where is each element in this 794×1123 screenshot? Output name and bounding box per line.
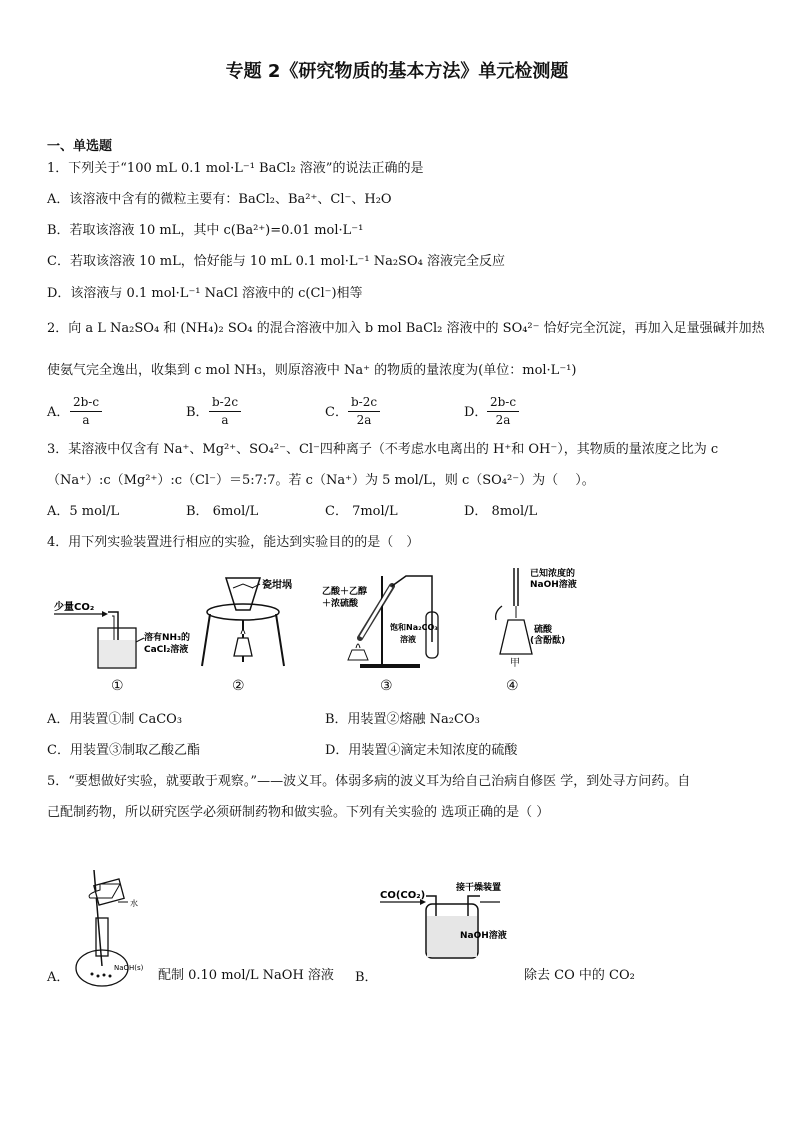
apparatus-1-figure xyxy=(52,590,192,672)
fig-label-4: ④ xyxy=(506,678,519,694)
q2-option-b-fraction xyxy=(209,395,241,427)
q1-option-b: B．若取该溶液 10 mL，其中 c(Ba²⁺)=0.01 mol·L⁻¹ xyxy=(47,223,364,238)
q2-option-c-fraction xyxy=(348,395,380,427)
fig3-label-na2co3-1: 饱和Na₂CO₃ xyxy=(390,623,438,632)
q2-option-d-fraction xyxy=(487,395,519,427)
fig-a-label-water: 水 xyxy=(130,899,138,908)
q2-option-a-fraction xyxy=(70,395,102,427)
fig1-label-solution-1: 溶有NH₃的 xyxy=(144,633,191,643)
fraction-numerator: b-2c xyxy=(209,395,241,412)
q5-option-a-label: A． xyxy=(47,970,70,985)
fig-b-label-dry: 接干燥装置 xyxy=(456,883,502,893)
q5-apparatus-a-figure xyxy=(66,862,166,990)
q3-option-b: B． 6mol/L xyxy=(186,504,259,519)
fraction-numerator: 2b-c xyxy=(487,395,519,412)
q5-line2: 己配制药物，所以研究医学必须研制药物和做实验。下列有关实验的 选项正确的是（ ） xyxy=(47,805,550,820)
fraction-denominator: 2a xyxy=(495,413,511,427)
q5-option-a-text: 配制 0.10 mol/L NaOH 溶液 xyxy=(158,968,334,983)
apparatus-2-figure xyxy=(200,574,310,672)
fig3-label-reagents-1: 乙酸＋乙醇 xyxy=(322,587,368,597)
q1-stem: 1．下列关于“100 mL 0.1 mol·L⁻¹ BaCl₂ 溶液”的说法正确的是 xyxy=(47,161,424,176)
q1-option-d: D．该溶液与 0.1 mol·L⁻¹ NaCl 溶液中的 c(Cl⁻)相等 xyxy=(47,286,363,301)
q5-option-b-label: B． xyxy=(355,970,378,985)
fig1-label-co2: 少量CO₂ xyxy=(54,602,95,613)
fig-label-2: ② xyxy=(232,678,245,694)
q2-option-d-label: D． xyxy=(464,405,488,420)
q2-option-b-label: B． xyxy=(186,405,209,420)
fig1-label-solution-2: CaCl₂溶液 xyxy=(144,645,189,655)
q3-option-a: A．5 mol/L xyxy=(47,504,120,519)
fig-label-1: ① xyxy=(111,678,124,694)
fig4-label-naoh-2: NaOH溶液 xyxy=(530,580,577,590)
q4-option-a: A．用装置①制 CaCO₃ xyxy=(47,712,183,727)
apparatus-3-figure xyxy=(320,568,470,672)
fraction-denominator: a xyxy=(221,413,229,427)
fig3-label-na2co3-2: 溶液 xyxy=(400,635,416,644)
fraction-denominator: a xyxy=(82,413,90,427)
q5-option-b-text: 除去 CO 中的 CO₂ xyxy=(524,968,635,983)
q2-line1: 2．向 a L Na₂SO₄ 和 (NH₄)₂ SO₄ 的混合溶液中加入 b mol BaCl₂ 溶液中的 SO₄²⁻ 恰好完全沉淀，再加入足量强碱并加热 xyxy=(47,321,765,336)
q3-option-c: C． 7mol/L xyxy=(325,504,398,519)
fig-b-label-naoh: NaOH溶液 xyxy=(460,931,507,941)
q2-line2: 使氨气完全逸出，收集到 c mol NH₃，则原溶液中 Na⁺ 的物质的量浓度为(单位：mol·L⁻¹) xyxy=(47,363,577,378)
q1-option-c: C．若取该溶液 10 mL，恰好能与 10 mL 0.1 mol·L⁻¹ Na₂SO₄ 溶液完全反应 xyxy=(47,254,505,269)
section-heading: 一、单选题 xyxy=(47,139,113,154)
q2-option-a-label: A． xyxy=(47,405,70,420)
q3-option-d: D． 8mol/L xyxy=(464,504,538,519)
fig3-label-reagents-2: ＋浓硫酸 xyxy=(322,599,359,609)
q4-option-b: B．用装置②熔融 Na₂CO₃ xyxy=(325,712,480,727)
page-title: 专题 2《研究物质的基本方法》单元检测题 xyxy=(225,61,569,82)
fraction-numerator: 2b-c xyxy=(70,395,102,412)
fraction-numerator: b-2c xyxy=(348,395,380,412)
fig2-label-crucible: 瓷坩埚 xyxy=(262,580,292,591)
fig-label-3: ③ xyxy=(380,678,393,694)
q4-stem: 4．用下列实验装置进行相应的实验，能达到实验目的的是（ ） xyxy=(47,535,420,550)
fraction-denominator: 2a xyxy=(356,413,372,427)
fig-a-label-naoh: NaOH(s) xyxy=(114,964,144,972)
fig-b-label-gas: CO(CO₂) xyxy=(380,890,426,901)
fig4-label-jia: 甲 xyxy=(510,658,520,669)
q4-option-c: C．用装置③制取乙酸乙酯 xyxy=(47,743,200,758)
q3-line1: 3．某溶液中仅含有 Na⁺、Mg²⁺、SO₄²⁻、Cl⁻四种离子（不考虑水电离出的 H⁺和 OH⁻），其物质的量浓度之比为 c xyxy=(47,442,719,457)
q4-option-d: D．用装置④滴定未知浓度的硫酸 xyxy=(325,743,518,758)
fig4-label-acid-1: 硫酸 xyxy=(534,625,553,635)
q5-line1: 5．“要想做好实验，就要敢于观察。”——波义耳。体弱多病的波义耳为给自己治病自修医 学，到处寻方问药。自 xyxy=(47,774,691,789)
q5-apparatus-b-figure xyxy=(380,876,530,960)
q2-option-c-label: C． xyxy=(325,405,348,420)
fig4-label-naoh-1: 已知浓度的 xyxy=(530,569,576,579)
q1-option-a: A．该溶液中含有的微粒主要有：BaCl₂、Ba²⁺、Cl⁻、H₂O xyxy=(47,192,392,207)
apparatus-4-figure xyxy=(484,566,594,670)
fig4-label-acid-2: (含酚酞) xyxy=(530,636,566,646)
q3-line2: （Na⁺）:c（Mg²⁺）:c（Cl⁻）＝5:7:7。若 c（Na⁺）为 5 mol/L，则 c（SO₄²⁻）为（ ）。 xyxy=(47,473,595,488)
